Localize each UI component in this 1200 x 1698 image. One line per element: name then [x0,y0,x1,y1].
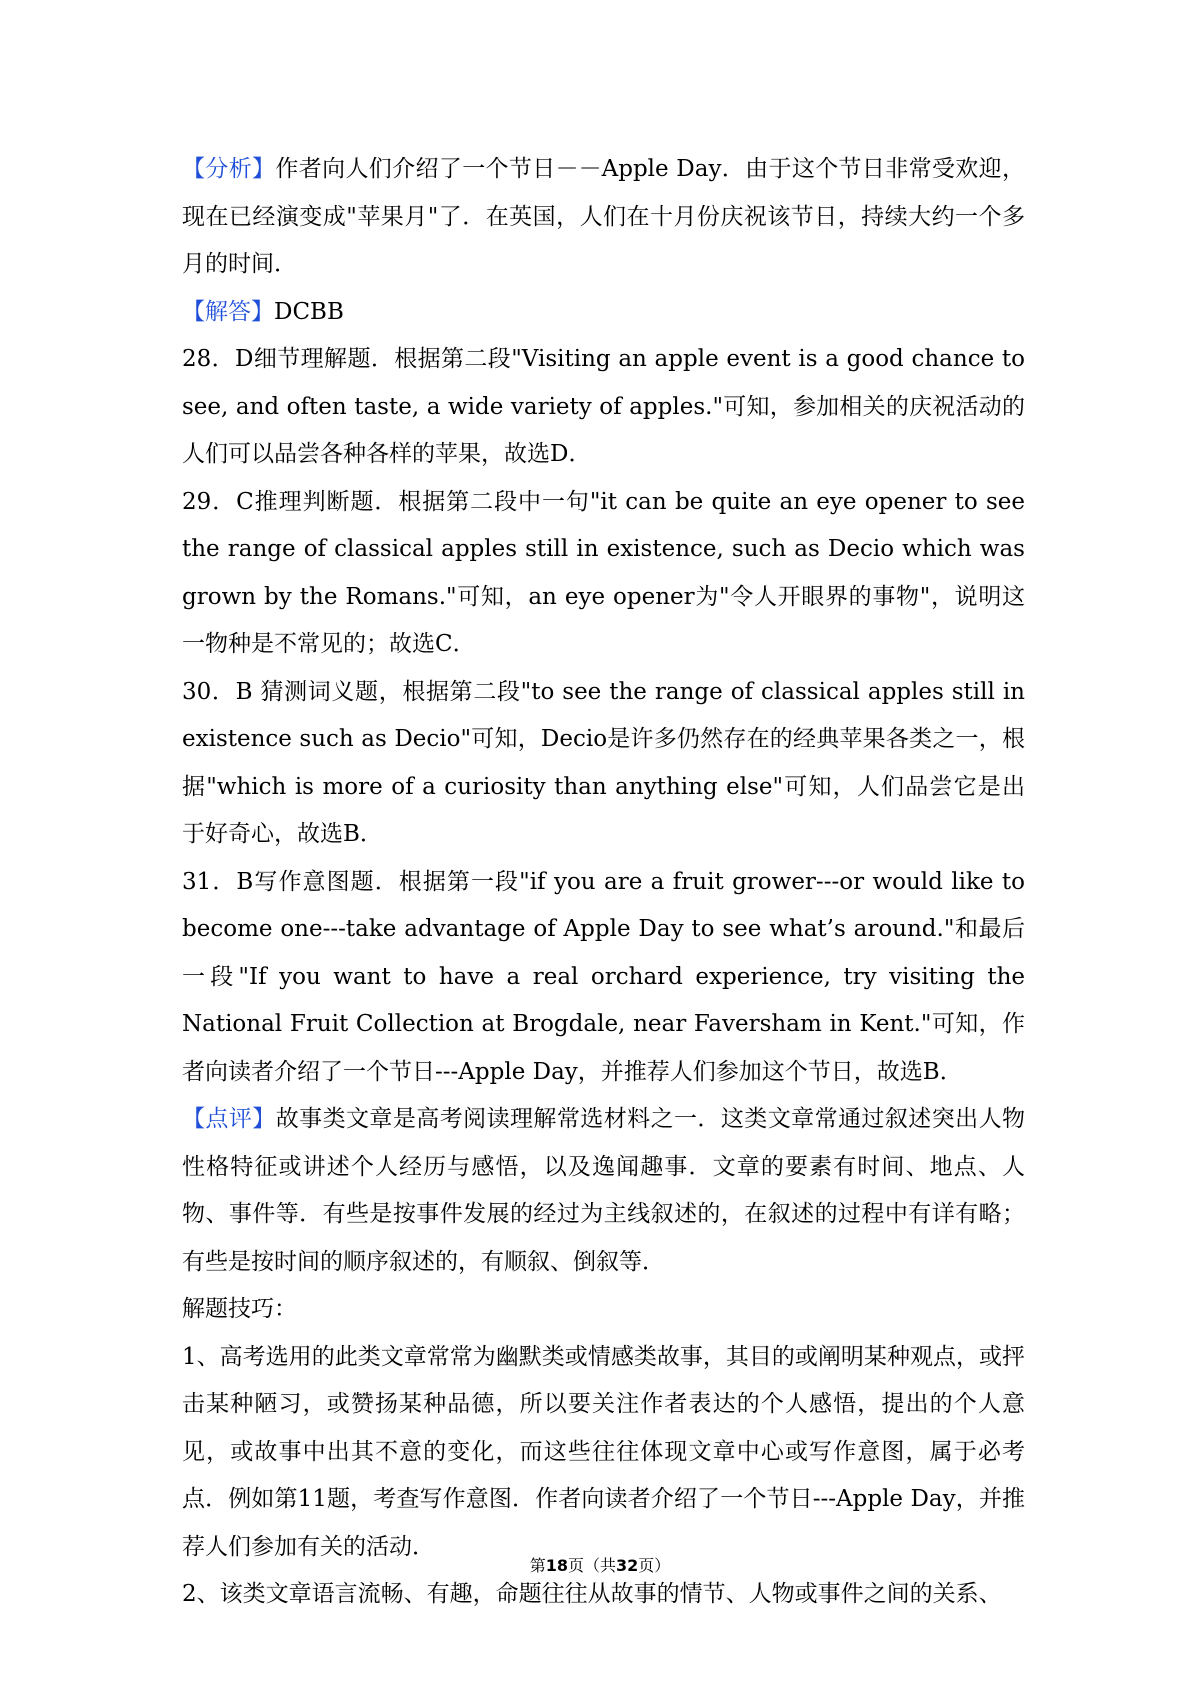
footer-middle: 页（共 [567,1556,616,1575]
tip-point-2: 2、该类文章语言流畅、有趣，命题往往从故事的情节、人物或事件之间的关系、 [182,1581,1002,1607]
explanation-29: 29．C推理判断题．根据第二段中一句"it can be quite an eye opener to see the range of classical apples still in existence, such as Decio which was grown by the Romans."可知，an eye opener为"令人开眼界的事物"，说明这一物种是不常见的；故选C． [182,488,1025,657]
answer-paragraph [182,289,1025,337]
tip-point-1: 1、高考选用的此类文章常常为幽默类或情感类故事，其目的或阐明某种观点，或抨击某种陋习，或赞扬某种品德，所以要关注作者表达的个人感悟，提出的个人意见，或故事中出其不意的变化，而这些往往体现文章中心或写作意图，属于必考点．例如第11题，考查写作意图．作者向读者介绍了一个节日---Apple Day，并推荐人们参加有关的活动． [182,1343,1025,1560]
analysis-tag: 【分析】 [182,156,276,182]
tips-heading: 解题技巧： [182,1296,297,1322]
page-footer [0,1553,1200,1576]
explanation-28: 28．D细节理解题．根据第二段"Visiting an apple event is a good chance to see, and often taste, a wide variety of apples."可知，参加相关的庆祝活动的人们可以品尝各种各样的苹果，故选D． [182,346,1025,467]
analysis-paragraph [182,146,1025,289]
answer-text: DCBB [274,298,344,325]
footer-page-number: 18 [545,1556,568,1575]
explanation-30: 30．B 猜测词义题，根据第二段"to see the range of classical apples still in existence such as Decio"可知，Decio是许多仍然存在的经典苹果各类之一，根据"which is more of a curiosity than anything else"可知，人们品尝它是出于好奇心，故选B． [182,678,1025,847]
footer-prefix: 第 [529,1556,546,1575]
comment-text: 故事类文章是高考阅读理解常选材料之一．这类文章常通过叙述突出人物性格特征或讲述个人经历与感悟，以及逸闻趣事．文章的要素有时间、地点、人物、事件等．有些是按事件发展的经过为主线叙述的，在叙述的过程中有详有略；有些是按时间的顺序叙述的，有顺叙、倒叙等． [182,1106,1026,1275]
analysis-text: 作者向人们介绍了一个节日－－Apple Day．由于这个节日非常受欢迎，现在已经演变成"苹果月"了．在英国，人们在十月份庆祝该节日，持续大约一个多月的时间． [182,156,1026,277]
explanation-31: 31．B写作意图题．根据第一段"if you are a fruit grower---or would like to become one---take advantage of Apple Day to see what’s around."和最后一段"If you want to have a real orchard experience, try visiting the National Fruit Collection at Brogdale, near Faversham in Kent."可知，作者向读者介绍了一个节日---Apple Day，并推荐人们参加这个节日，故选B． [182,868,1025,1085]
comment-tag: 【点评】 [182,1106,276,1132]
document-body [182,146,1025,1619]
comment-paragraph [182,1096,1025,1286]
answer-tag: 【解答】 [182,298,274,325]
footer-suffix: 页） [638,1556,671,1575]
footer-total-pages: 32 [616,1556,639,1575]
